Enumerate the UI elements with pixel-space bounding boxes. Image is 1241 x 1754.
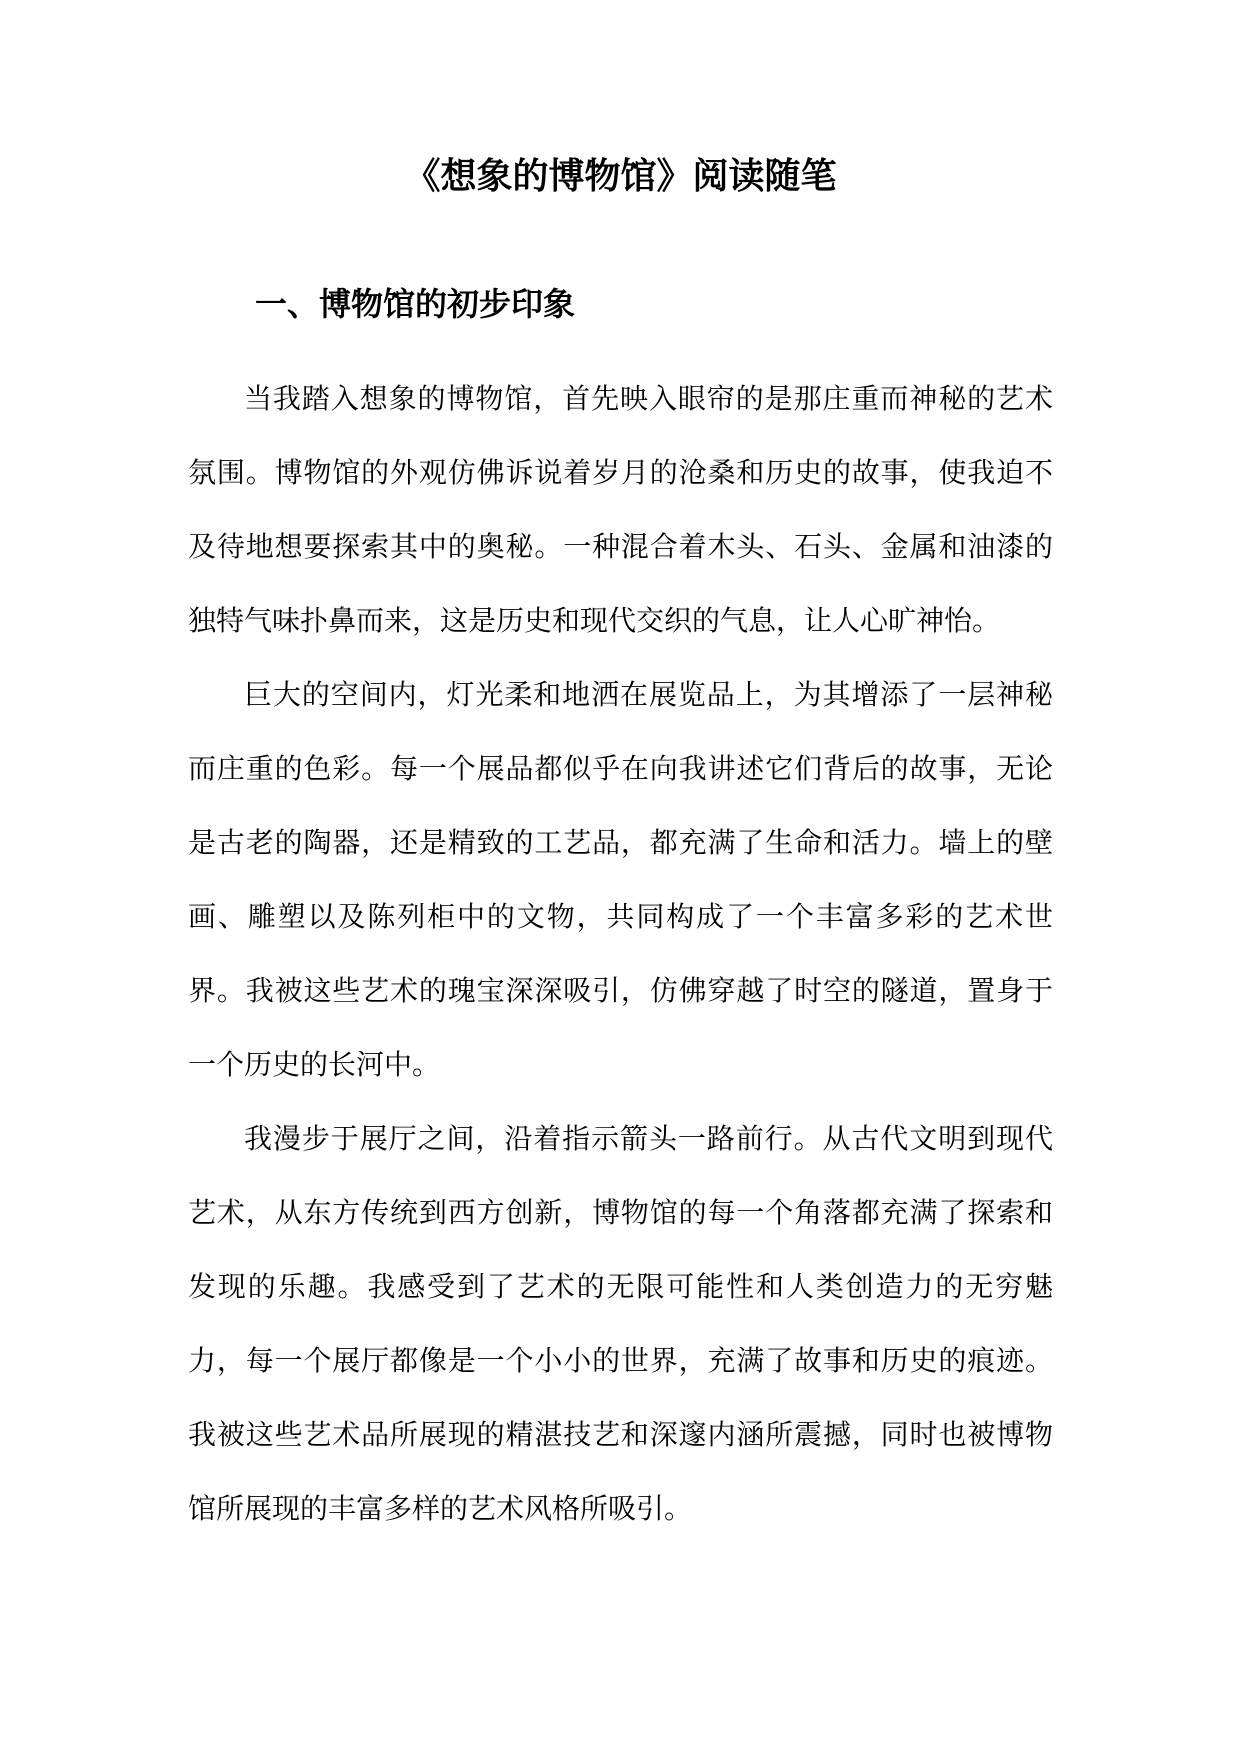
paragraph: 当我踏入想象的博物馆，首先映入眼帘的是那庄重而神秘的艺术氛围。博物馆的外观仿佛诉说着岁月的沧桑和历史的故事，使我迫不及待地想要探索其中的奥秘。一种混合着木头、石头、金属和油漆的独特气味扑鼻而来，这是历史和现代交织的气息，让人心旷神怡。 bbox=[188, 382, 1053, 637]
paragraph: 我漫步于展厅之间，沿着指示箭头一路前行。从古代文明到现代艺术，从东方传统到西方创新，博物馆的每一个角落都充满了探索和发现的乐趣。我感受到了艺术的无限可能性和人类创造力的无穷魅力，每一个展厅都像是一个小小的世界，充满了故事和历史的痕迹。我被这些艺术品所展现的精湛技艺和深邃内涵所震撼，同时也被博物馆所展现的丰富多样的艺术风格所吸引。 bbox=[188, 1122, 1053, 1525]
section-heading: 一、博物馆的初步印象 bbox=[255, 285, 576, 323]
document-title: 《想象的博物馆》阅读随笔 bbox=[404, 155, 837, 197]
paragraph: 巨大的空间内，灯光柔和地洒在展览品上，为其增添了一层神秘而庄重的色彩。每一个展品都似乎在向我讲述它们背后的故事，无论是古老的陶器，还是精致的工艺品，都充满了生命和活力。墙上的壁画、雕塑以及陈列柜中的文物，共同构成了一个丰富多彩的艺术世界。我被这些艺术的瑰宝深深吸引，仿佛穿越了时空的隧道，置身于一个历史的长河中。 bbox=[188, 678, 1053, 1081]
section-body bbox=[188, 362, 1053, 1546]
